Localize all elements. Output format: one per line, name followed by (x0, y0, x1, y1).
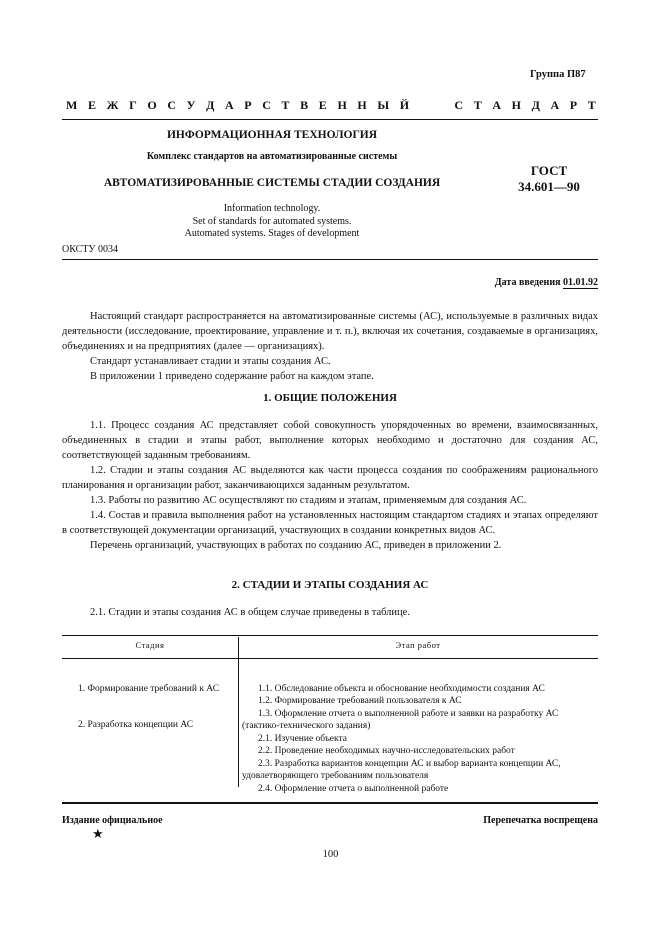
heading-letter: Д (531, 98, 540, 112)
stage-cell (62, 658, 238, 795)
work-item: 2.1. Изучение объекта (258, 733, 347, 744)
reprint-prohibited-label: Перепечатка воспрещена (483, 815, 598, 826)
stages-table (62, 637, 598, 795)
works-cell (238, 658, 598, 795)
table-header-row (62, 637, 598, 658)
interstate-standard-heading (66, 98, 596, 113)
oksty-code: ОКСТУ 0034 (62, 244, 119, 255)
heading-letter: Е (87, 98, 96, 112)
introduction-date (62, 277, 598, 288)
column-header-stage: Стадия (62, 637, 238, 658)
work-item: 2.3. Разработка вариантов концепции АС и выбор варианта концепции АС, удовлетворяющего требованиям пользователя (242, 758, 561, 781)
page-number: 100 (322, 849, 339, 860)
heading-letter: В (300, 98, 309, 112)
intro-text (62, 309, 598, 384)
work-item: 2.2. Проведение необходимых научно-исследовательских работ (258, 746, 515, 756)
heading-letter: С (262, 98, 271, 112)
paragraph: Настоящий стандарт распространяется на автоматизированные системы (АС), используемые в различных видах деятельности (исследование, проектирование, управление и т. п.), включая их сочетания, создаваемые в организациях, объединениях и на предприятиях (далее — организациях). (62, 311, 598, 352)
official-edition-label: Издание официальное (62, 815, 163, 826)
heading-letter: Т (587, 98, 596, 112)
heading-letter: Н (337, 98, 347, 112)
heading-letter: Ы (377, 98, 390, 112)
heading-letter: Т (473, 98, 482, 112)
table-top-border (62, 635, 598, 636)
heading-letter: Ж (106, 98, 119, 112)
work-item: 2.4. Оформление отчета о выполненной работе (258, 783, 449, 794)
introduction-date-value: 01.01.92 (563, 277, 598, 288)
introduction-date-label: Дата введения (494, 277, 561, 288)
work-item: 1.2. Формирование требований пользователя к АС (258, 696, 462, 706)
gost-label: ГОСТ (530, 163, 568, 178)
english-title (66, 203, 478, 241)
stage-2: 2. Разработка концепции АС (78, 720, 194, 730)
star-icon: ★ (92, 826, 104, 841)
heading-letter: А (492, 98, 501, 112)
paragraph: 1.3. Работы по развитию АС осуществляют по стадиям и этапам, применяемым для создания АС. (90, 495, 527, 506)
heading-letter: С (167, 98, 176, 112)
paragraph: 1.1. Процесс создания АС представляет собой совокупность упорядоченных во времени, взаимосвязанных, объединенных в стадии и этапы работ, выполнение которых необходимо и достаточно для создания АС, соответствующей заданным требованиям. (62, 420, 598, 461)
paragraph: 2.1. Стадии и этапы создания АС в общем случае приведены в таблице. (90, 607, 410, 618)
paragraph: 1.2. Стадии и этапы создания АС выделяются как части процесса создания по соображениям рационального планирования и организации работ, заканчивающихся заданным результатом. (62, 465, 598, 491)
heading-letter: Е (318, 98, 327, 112)
gost-designation (504, 163, 594, 195)
doc-title-main: ИНФОРМАЦИОННАЯ ТЕХНОЛОГИЯ (166, 129, 378, 141)
heading-letter: Г (129, 98, 137, 112)
english-title-line: Set of standards for automated systems. (192, 215, 352, 227)
heading-letter: У (186, 98, 196, 112)
heading-letter: О (147, 98, 157, 112)
section-2-title: 2. СТАДИИ И ЭТАПЫ СОЗДАНИЯ АС (231, 579, 429, 591)
work-item: 1.1. Обследование объекта и обоснование необходимости создания АС (258, 683, 545, 694)
heading-letter: Н (357, 98, 367, 112)
paragraph: В приложении 1 приведено содержание работ на каждом этапе. (90, 371, 374, 382)
doc-title-complex: Комплекс стандартов на автоматизированные системы (146, 151, 398, 162)
heading-letter: Р (569, 98, 578, 112)
section-1-title: 1. ОБЩИЕ ПОЛОЖЕНИЯ (263, 392, 397, 404)
heading-letter: С (454, 98, 464, 112)
paragraph: 1.4. Состав и правила выполнения работ на установленных настоящим стандартом стадиях и этапах определяют в соответствующей документации организаций, участвующих в создании конкретных видов АС. (62, 510, 598, 536)
column-header-works: Этап работ (238, 637, 598, 658)
work-item: 1.3. Оформление отчета о выполненной работе и заявки на разработку АС (тактико-технического задания) (242, 708, 559, 731)
section-2-text (62, 605, 598, 620)
heading-letter: Т (281, 98, 290, 112)
footer-divider (62, 802, 598, 804)
heading-letter: А (550, 98, 560, 112)
group-label: Группа П87 (530, 69, 586, 80)
table-row (62, 658, 598, 795)
heading-letter: Д (206, 98, 215, 112)
english-title-line: Information technology. (223, 203, 321, 214)
paragraph: Стандарт устанавливает стадии и этапы создания АС. (90, 356, 331, 367)
paragraph: Перечень организаций, участвующих в работах по созданию АС, приведен в приложении 2. (90, 540, 502, 551)
english-title-line: Automated systems. Stages of development (184, 228, 360, 239)
heading-letter: Й (399, 98, 410, 112)
header-divider (62, 119, 598, 120)
heading-letter: М (66, 98, 78, 112)
section-1-text (62, 418, 598, 553)
title-divider (62, 259, 598, 260)
doc-title-subject: АВТОМАТИЗИРОВАННЫЕ СИСТЕМЫ СТАДИИ СОЗДАНИЯ (103, 177, 441, 189)
stage-1: 1. Формирование требований к АС (78, 683, 220, 694)
heading-letter: Р (244, 98, 252, 112)
heading-letter: Н (511, 98, 521, 112)
heading-gap (420, 98, 444, 113)
gost-number: 34.601—90 (518, 179, 580, 194)
heading-letter: А (224, 98, 234, 112)
